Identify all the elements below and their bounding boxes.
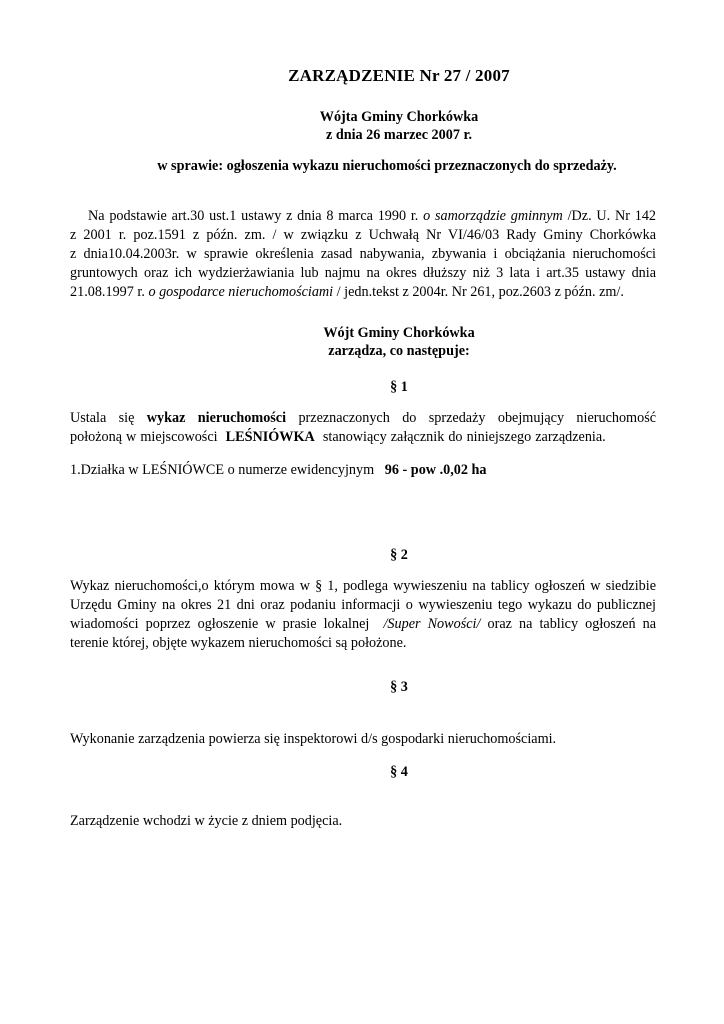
- section-2-heading: § 2: [390, 547, 408, 563]
- preamble-line-5: [70, 283, 656, 302]
- section-2-text: [70, 577, 656, 653]
- newspaper-name: /Super Nowości/: [383, 616, 481, 632]
- act-name-municipal: o samorządzie gminnym: [423, 208, 563, 224]
- preamble-text: /Dz. U. Nr 142: [567, 208, 657, 224]
- act-name-property: o gospodarce nieruchomościami: [148, 284, 334, 300]
- preamble-line-4: gruntowych oraz ich wydzierżawiania lub najmu na okres dłuższy niż 3 lata i art.35 ustawy dnia: [70, 265, 656, 281]
- preamble-text: Na podstawie art.30 ust.1 ustawy z dnia 8 marca 1990 r.: [88, 208, 419, 224]
- section-1-heading: § 1: [390, 379, 408, 395]
- parcel-description: 1.Działka w LEŚNIÓWCE o numerze ewidencyjnym: [70, 462, 375, 478]
- preamble-line-1: [70, 207, 656, 226]
- preamble: [70, 207, 656, 302]
- locality-name: LEŚNIÓWKA: [225, 429, 315, 445]
- section-2-line-2: Urzędu Gminy na okres 21 dni oraz podaniu informacji o wywieszeniu tego wykazu do publicznej: [70, 597, 656, 613]
- section-4-text: Zarządzenie wchodzi w życie z dniem podjęcia.: [70, 813, 343, 829]
- section-2-text-part: wiadomości poprzez ogłoszenie w prasie lokalnej: [70, 616, 370, 632]
- preamble-line-3: z dnia10.04.2003r. w sprawie określenia zasad nabywania, zbywania i obciążania nieruchomości: [70, 246, 656, 262]
- decree-orders: zarządza, co następuje:: [328, 343, 470, 359]
- section-1-text-part: przeznaczonych do sprzedaży obejmujący nieruchomość: [298, 410, 657, 426]
- section-1-bold-term: wykaz nieruchomości: [146, 410, 287, 426]
- section-4-heading: § 4: [390, 764, 408, 780]
- date-line: z dnia 26 marzec 2007 r.: [325, 127, 473, 143]
- section-1-text-part: położoną w miejscowości: [70, 429, 218, 445]
- decree-issuer: Wójt Gminy Chorkówka: [323, 325, 475, 341]
- parcel-item: [70, 461, 656, 480]
- section-2-line-3: [70, 615, 656, 634]
- section-3-heading: § 3: [390, 679, 408, 695]
- section-1-text-part: Ustala się: [70, 410, 135, 426]
- section-1-line-1: [70, 409, 656, 428]
- section-1-text: [70, 409, 656, 447]
- subject-line: w sprawie: ogłoszenia wykazu nieruchomości przeznaczonych do sprzedaży.: [157, 158, 617, 174]
- issuer-line: Wójta Gminy Chorkówka: [319, 109, 479, 125]
- preamble-text: 21.08.1997 r.: [70, 284, 145, 300]
- section-2-line-1: Wykaz nieruchomości,o którym mowa w § 1, podlega wywieszeniu na tablicy ogłoszeń w siedzibie: [70, 578, 656, 594]
- section-3-text: Wykonanie zarządzenia powierza się inspektorowi d/s gospodarki nieruchomościami.: [70, 731, 557, 747]
- section-2-line-4: terenie której, objęte wykazem nieruchomości są położone.: [70, 635, 407, 651]
- section-1-line-2: [70, 428, 656, 447]
- document-title: ZARZĄDZENIE Nr 27 / 2007: [288, 66, 510, 85]
- section-1-text-part: stanowiący załącznik do niniejszego zarządzenia.: [322, 429, 606, 445]
- preamble-line-2: z 2001 r. poz.1591 z późn. zm. / w związku z Uchwałą Nr VI/46/03 Rady Gminy Chorkówka: [70, 227, 656, 243]
- section-2-text-part: oraz na tablicy ogłoszeń na: [487, 616, 657, 632]
- parcel-number-area: 96 - pow .0,02 ha: [384, 462, 487, 478]
- preamble-text: / jedn.tekst z 2004r. Nr 261, poz.2603 z późn. zm/.: [336, 284, 624, 300]
